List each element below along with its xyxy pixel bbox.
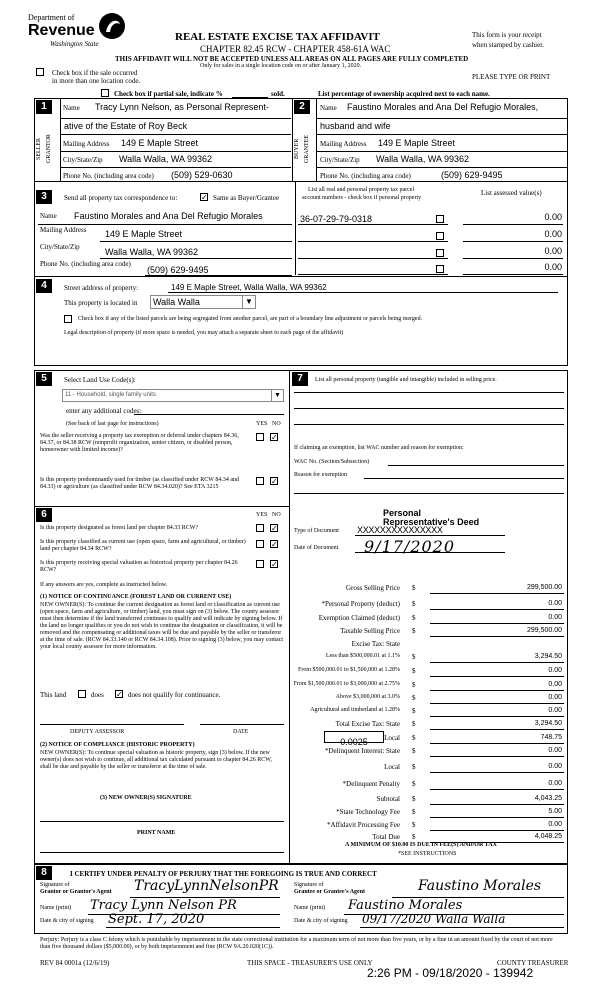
dollar-sign: $ bbox=[412, 653, 416, 661]
tax-row-underline bbox=[430, 756, 564, 757]
tax-row-underline bbox=[430, 676, 564, 677]
assessed-header: List assessed value(s) bbox=[481, 189, 542, 197]
tax-row-underline bbox=[430, 830, 564, 831]
s5-q2-no-checkbox[interactable]: ✓ bbox=[271, 477, 278, 486]
s6-question-2: Is this property classified as current use (open space, farm and agricultural, or timber) land per chapter 84.34 RCW? bbox=[40, 539, 246, 552]
segregated-label: Check box if any of the listed parcels are being segregated from another parcel, are part of a boundary line adjustment or parcels being merged. bbox=[78, 316, 423, 322]
s6-q1-no-checkbox[interactable]: ✓ bbox=[271, 524, 278, 533]
buyer-name-1[interactable]: Faustino Morales and Ana Del Refugio Morales, bbox=[347, 102, 539, 112]
this-land-label: This land bbox=[40, 691, 67, 699]
grantor-name-label: Name (print) bbox=[40, 905, 72, 911]
tax-row-value[interactable]: 0.00 bbox=[548, 821, 562, 828]
send-label: Send all property tax correspondence to: bbox=[64, 194, 178, 202]
tax-row-value[interactable]: 3,294.50 bbox=[534, 720, 562, 727]
see-back-note: (See back of last page for instructions) bbox=[66, 421, 159, 427]
tax-row-value[interactable]: 748.75 bbox=[540, 734, 562, 741]
section-2-number: 2 bbox=[294, 100, 310, 114]
s6-question-3: Is this property receiving special valuation as historical property per chapter 84.26 RCW? bbox=[40, 560, 238, 573]
doc-type-struck: XXXXXXXXXXXXXXX bbox=[357, 525, 443, 535]
assessed-value-1[interactable]: 0.00 bbox=[544, 212, 562, 222]
tax-row-underline bbox=[430, 609, 564, 610]
personal-property-checkbox-1[interactable] bbox=[436, 215, 444, 223]
dollar-sign: $ bbox=[412, 780, 416, 788]
seller-name-1[interactable]: Tracy Lynn Nelson, as Personal Represent- bbox=[95, 102, 269, 112]
tax-row-label: Total Due bbox=[372, 833, 400, 841]
buyer-city[interactable]: Walla Walla, WA 99362 bbox=[376, 154, 470, 164]
seller-label: SELLER bbox=[36, 138, 42, 160]
dollar-sign: $ bbox=[412, 821, 416, 829]
tax-row-label: Exemption Claimed (deduct) bbox=[318, 614, 400, 622]
grantor-label: GRANTOR bbox=[46, 134, 52, 164]
tax-row-value[interactable]: 299,500.00 bbox=[526, 627, 562, 634]
please-type: PLEASE TYPE OR PRINT bbox=[472, 73, 551, 81]
grantee-signature[interactable]: Faustino Morales bbox=[418, 878, 542, 894]
receipt-note-2: when stamped by cashier. bbox=[472, 41, 544, 49]
multi-location-checkbox[interactable] bbox=[36, 68, 44, 76]
dollar-sign: $ bbox=[412, 707, 416, 715]
does-checkbox[interactable] bbox=[78, 690, 86, 698]
grantor-signature[interactable]: TracyLynnNelsonPR bbox=[134, 878, 279, 894]
doc-type-label: Type of Document bbox=[294, 528, 339, 534]
dept-state: Washington State bbox=[50, 40, 99, 48]
tax-row-label: *Delinquent Interest: State bbox=[324, 747, 400, 755]
doc-type-line-1: Personal bbox=[383, 508, 422, 518]
location-select[interactable] bbox=[150, 295, 256, 309]
buyer-city-label: City/State/Zip bbox=[320, 156, 360, 164]
seller-name-label: Name bbox=[63, 104, 80, 112]
grantee-printed-name[interactable]: Faustino Morales bbox=[348, 898, 463, 913]
land-use-select[interactable] bbox=[62, 389, 284, 402]
same-as-buyer-label: Same as Buyer/Grantee bbox=[213, 194, 280, 202]
personal-property-checkbox-4[interactable] bbox=[436, 265, 444, 273]
section-5-number: 5 bbox=[36, 372, 52, 386]
dollar-sign: $ bbox=[412, 681, 416, 689]
same-as-buyer-checkbox[interactable]: ✓ bbox=[201, 193, 208, 202]
dollar-sign: $ bbox=[412, 795, 416, 803]
s6-q3-no-checkbox[interactable]: ✓ bbox=[271, 560, 278, 569]
tax-row-label: Total Excise Tax: State bbox=[335, 720, 400, 728]
tax-city-label: City/State/Zip bbox=[40, 243, 80, 251]
dollar-sign: $ bbox=[412, 763, 416, 771]
tax-row-underline bbox=[430, 729, 564, 730]
s6-question-1: Is this property designated as forest land per chapter 84.33 RCW? bbox=[40, 525, 199, 531]
tax-row-value[interactable]: 0.00 bbox=[548, 747, 562, 754]
local-rate: 0.0025 bbox=[340, 737, 368, 747]
buyer-name-label: Name bbox=[320, 104, 337, 112]
tax-row-label: Less than $500,000.01 at 1.1% bbox=[325, 653, 400, 659]
tax-row-label: Local bbox=[384, 734, 400, 742]
tax-row-underline bbox=[430, 690, 564, 691]
multi-location-label-1: Check box if the sale occurred bbox=[52, 69, 138, 77]
partial-sold-label: sold. bbox=[271, 90, 285, 98]
doc-date-label: Date of Document bbox=[294, 545, 339, 551]
dollar-sign: $ bbox=[412, 734, 416, 742]
seller-phone-label: Phone No. (including area code) bbox=[63, 172, 154, 180]
additional-codes-label: enter any additional codes: bbox=[66, 407, 142, 415]
new-owner-signature-label: (3) NEW OWNER(S) SIGNATURE bbox=[100, 795, 192, 801]
receipt-note-1: This form is your receipt bbox=[472, 31, 542, 39]
tax-row-value[interactable]: 3,294.50 bbox=[534, 653, 562, 660]
does-label: does bbox=[91, 691, 104, 699]
does-not-checkbox[interactable]: ✓ bbox=[116, 690, 123, 699]
dollar-sign: $ bbox=[412, 747, 416, 755]
assessed-value-4[interactable]: 0.00 bbox=[544, 262, 562, 272]
location-select-value: Walla Walla bbox=[153, 297, 200, 307]
treasurer-use-label: THIS SPACE - TREASURER'S USE ONLY bbox=[247, 959, 373, 967]
s6-q1-yes-checkbox[interactable] bbox=[256, 524, 264, 532]
tax-row-value[interactable]: 5.00 bbox=[548, 808, 562, 815]
notice-2-body: NEW OWNER(S): To continue special valuation as historic property, sign (3) below. If the new owner(s) does not wish to continue, all additional tax calculated pursuant to chapter 84.26 RCW, shall be due and payable by the seller or transferor at the time of sale. bbox=[40, 750, 272, 770]
grantor-sig-label-2: Grantor or Grantor's Agent bbox=[40, 889, 112, 895]
tax-row-value[interactable]: 0.00 bbox=[548, 614, 562, 621]
notice-1-body: NEW OWNER(S): To continue the current designation as forest land or classification as current use (open space, farm and agriculture, or timber) land, you must sign on (3) below. The county assessor must then determine if the land transferred continues to qualify and will indicate by signing below. If the land no longer qualifies or you do not wish to continue the designation or classification, it will be removed and the compensating or additional taxes will be due and payable by the seller or transferor at the time of sale. (RCW 84.33.140 or RCW 84.34.108). Prior to signing (3) below, you may contact your local county assessor for more information. bbox=[40, 602, 284, 650]
tax-row-underline bbox=[430, 716, 564, 717]
seller-phone[interactable]: (509) 529-0630 bbox=[171, 170, 233, 180]
tax-row-label: Subtotal bbox=[376, 795, 400, 803]
s5-q1-no-checkbox[interactable]: ✓ bbox=[271, 433, 278, 442]
grantee-sig-label-2: Grantee or Grantee's Agent bbox=[294, 889, 366, 895]
segregated-checkbox[interactable] bbox=[64, 315, 72, 323]
tax-name[interactable]: Faustino Morales and Ana Del Refugio Morales bbox=[74, 211, 263, 221]
personal-property-label: List all personal property (tangible and intangible) included in selling price. bbox=[315, 377, 497, 383]
s5-q1-yes-checkbox[interactable] bbox=[256, 433, 264, 441]
parcel-header-2: account numbers - check box if personal property bbox=[302, 195, 422, 201]
dor-logo-icon bbox=[98, 12, 126, 40]
tax-row-label: *Delinquent Penalty bbox=[342, 780, 400, 788]
s5-yes-header: YES bbox=[256, 421, 268, 427]
s6-yes-header: YES bbox=[256, 512, 268, 518]
if-yes-note: If any answers are yes, complete as instructed below. bbox=[40, 582, 168, 588]
ownership-note: List percentage of ownership acquired next to each name. bbox=[318, 90, 490, 98]
s6-no-header: NO bbox=[272, 512, 281, 518]
dollar-sign: $ bbox=[412, 614, 416, 622]
s6-q2-yes-checkbox[interactable] bbox=[256, 540, 264, 548]
tax-phone[interactable]: (509) 629-9495 bbox=[147, 265, 209, 275]
located-label: This property is located in bbox=[64, 299, 138, 307]
tax-mail-label: Mailing Address bbox=[40, 226, 87, 234]
section-7-number: 7 bbox=[292, 372, 308, 386]
tax-city[interactable]: Walla Walla, WA 99362 bbox=[105, 247, 199, 257]
tax-row-label: *Personal Property (deduct) bbox=[321, 600, 400, 608]
assessed-value-3[interactable]: 0.00 bbox=[544, 246, 562, 256]
grantor-date[interactable]: Sept. 17, 2020 bbox=[108, 912, 205, 927]
tax-row-label: From $500,000.01 to $1,500,000 at 1.28% bbox=[298, 667, 400, 673]
receipt-stamp: 2:26 PM - 09/18/2020 - 139942 bbox=[367, 966, 534, 980]
tax-row-underline bbox=[430, 623, 564, 624]
grantor-date-label: Date & city of signing bbox=[40, 918, 94, 924]
tax-row-underline bbox=[430, 743, 564, 744]
land-use-label: Select Land Use Code(s): bbox=[64, 376, 136, 384]
tax-row-underline bbox=[430, 662, 564, 663]
partial-sale-label: Check box if partial sale, indicate % bbox=[114, 90, 223, 98]
s6-q2-no-checkbox[interactable]: ✓ bbox=[271, 540, 278, 549]
print-name-label: PRINT NAME bbox=[137, 830, 176, 836]
section-8-number: 8 bbox=[36, 866, 52, 880]
does-not-label: does not qualify for continuance. bbox=[128, 691, 221, 699]
s6-q3-yes-checkbox[interactable] bbox=[256, 560, 264, 568]
tax-row-value[interactable]: 299,500.00 bbox=[526, 584, 562, 591]
tax-row-underline bbox=[430, 593, 564, 594]
grantee-name-label: Name (print) bbox=[294, 905, 326, 911]
section-3-number: 3 bbox=[36, 190, 52, 204]
form-warning: THIS AFFIDAVIT WILL NOT BE ACCEPTED UNLESS ALL AREAS ON ALL PAGES ARE FULLY COMPLETED bbox=[115, 55, 469, 63]
dollar-sign: $ bbox=[412, 720, 416, 728]
chevron-down-icon[interactable]: ▼ bbox=[242, 296, 255, 308]
buyer-mail-label: Mailing Address bbox=[320, 140, 367, 148]
grantor-sig-label-1: Signature of bbox=[40, 882, 70, 888]
seller-city[interactable]: Walla Walla, WA 99362 bbox=[119, 154, 213, 164]
s5-q2-yes-checkbox[interactable] bbox=[256, 477, 264, 485]
dollar-sign: $ bbox=[412, 808, 416, 816]
chevron-down-icon[interactable]: ▼ bbox=[271, 390, 283, 401]
tax-row-underline bbox=[430, 789, 564, 790]
grantee-sig-label-1: Signature of bbox=[294, 882, 324, 888]
partial-sale-checkbox[interactable] bbox=[101, 89, 109, 97]
tax-name-label: Name bbox=[40, 212, 57, 220]
form-title: REAL ESTATE EXCISE TAX AFFIDAVIT bbox=[175, 31, 380, 43]
s5-question-2: Is this property predominantly used for timber (as classified under RCW 84.34 and 84.33) or agriculture (as classified under RCW 84.34.020)? See ETA 3215 bbox=[40, 477, 240, 490]
tax-row-value[interactable]: 0.00 bbox=[548, 694, 562, 701]
tax-row-value[interactable]: 0.00 bbox=[548, 681, 562, 688]
county-treasurer-label: COUNTY TREASURER bbox=[497, 959, 569, 967]
s5-question-1: Was the seller receiving a property tax exemption or deferral under chapters 84.36, 84.37, or 84.38 RCW (nonprofit organization, senior citizen, or disabled person, homeowner with limited income)? bbox=[40, 433, 239, 453]
tax-row-label: Taxable Selling Price bbox=[340, 627, 400, 635]
seller-mail[interactable]: 149 E Maple Street bbox=[121, 138, 199, 148]
doc-date[interactable]: 9/17/2020 bbox=[364, 537, 456, 556]
tax-row-value[interactable]: 0.00 bbox=[548, 667, 562, 674]
local-rate-box[interactable] bbox=[324, 731, 384, 747]
property-street[interactable]: 149 E Maple Street, Walla Walla, WA 99362 bbox=[171, 283, 327, 292]
tax-row-value[interactable]: 0.00 bbox=[548, 707, 562, 714]
section-6-number: 6 bbox=[36, 508, 52, 522]
tax-row-label: *State Technology Fee bbox=[336, 808, 400, 816]
tax-phone-label: Phone No. (including area code) bbox=[40, 260, 131, 268]
doc-type-line-2: Representative's Deed bbox=[383, 517, 480, 527]
single-location-note: Only for sales in a single location code on or after January 1, 2020. bbox=[200, 63, 362, 69]
dollar-sign: $ bbox=[412, 584, 416, 592]
tax-row-value[interactable]: 0.00 bbox=[548, 600, 562, 607]
section-1-number: 1 bbox=[36, 100, 52, 114]
form-subtitle: CHAPTER 82.45 RCW - CHAPTER 458-61A WAC bbox=[200, 44, 391, 54]
deputy-assessor-label: DEPUTY ASSESSOR bbox=[70, 729, 125, 735]
tax-row-label: Agricultural and timberland at 1.28% bbox=[310, 707, 400, 713]
tax-row-underline bbox=[430, 772, 564, 773]
tax-row-label: *Affidavit Processing Fee bbox=[327, 821, 400, 829]
seller-city-label: City/State/Zip bbox=[63, 156, 103, 164]
buyer-mail[interactable]: 149 E Maple Street bbox=[378, 138, 456, 148]
tax-row-underline bbox=[430, 817, 564, 818]
tax-row-label: Gross Selling Price bbox=[345, 584, 400, 592]
dept-label: Department of bbox=[28, 13, 75, 22]
buyer-phone-label: Phone No. (including area code) bbox=[320, 172, 411, 180]
grantee-date-label: Date & city of signing bbox=[294, 918, 348, 924]
deputy-date-label: DATE bbox=[233, 729, 249, 735]
personal-property-checkbox-2[interactable] bbox=[436, 232, 444, 240]
tax-row-underline bbox=[430, 703, 564, 704]
multi-location-label-2: in more than one location code. bbox=[52, 77, 141, 85]
tax-row-value[interactable]: 4,043.25 bbox=[534, 795, 562, 802]
tax-row-label: Above $3,000,000 at 3.0% bbox=[335, 694, 400, 700]
tax-row-value[interactable]: 0.00 bbox=[548, 780, 562, 787]
certify-statement: I CERTIFY UNDER PENALTY OF PERJURY THAT THE FOREGOING IS TRUE AND CORRECT bbox=[70, 870, 377, 878]
wac-label: WAC No. (Section/Subsection) bbox=[294, 459, 370, 465]
tax-row-label: Excise Tax: State bbox=[351, 640, 400, 648]
dollar-sign: $ bbox=[412, 694, 416, 702]
exemption-label: If claiming an exemption, list WAC number and reason for exemption: bbox=[294, 445, 464, 451]
buyer-label: BUYER bbox=[294, 138, 300, 160]
notice-2-title: (2) NOTICE OF COMPLIANCE (HISTORIC PROPERTY) bbox=[40, 742, 195, 748]
s5-no-header: NO bbox=[272, 421, 281, 427]
dollar-sign: $ bbox=[412, 667, 416, 675]
street-label: Street address of property: bbox=[64, 284, 139, 292]
assessed-value-2[interactable]: 0.00 bbox=[544, 229, 562, 239]
notice-1-title: (1) NOTICE OF CONTINUANCE (FOREST LAND OR CURRENT USE) bbox=[40, 594, 232, 600]
tax-row-underline bbox=[430, 636, 564, 637]
tax-row-value[interactable]: 4,048.25 bbox=[534, 833, 562, 840]
minimum-note: A MINIMUM OF $10.00 IS DUE IN FEE(S) AND/OR TAX bbox=[345, 842, 497, 848]
grantor-printed-name[interactable]: Tracy Lynn Nelson PR bbox=[90, 898, 237, 913]
dollar-sign: $ bbox=[412, 833, 416, 841]
parcel-header-1: List all real and personal property tax parcel bbox=[308, 187, 415, 193]
dept-name: Revenue bbox=[28, 22, 95, 39]
see-instructions-note: *SEE INSTRUCTIONS bbox=[398, 851, 457, 857]
tax-row-label: From $1,500,000.01 to $3,000,000 at 2.75% bbox=[293, 681, 400, 687]
dollar-sign: $ bbox=[412, 600, 416, 608]
land-use-value: 11 - Household, single family units bbox=[65, 392, 156, 398]
buyer-name-2[interactable]: husband and wife bbox=[320, 121, 391, 131]
grantee-date[interactable]: 09/17/2020 Walla Walla bbox=[362, 912, 506, 926]
dollar-sign: $ bbox=[412, 627, 416, 635]
tax-mail[interactable]: 149 E Maple Street bbox=[105, 229, 183, 239]
perjury-note: Perjury: Perjury is a class C felony which is punishable by imprisonment in the state correctional institution for a maximum term of not more than five years, or by a fine in an amount fixed by the court of not more than five thousand dollars ($5,000.00), or by both imprisonment and fine (RCW 9A.20.020(1C)). bbox=[40, 937, 553, 950]
personal-property-checkbox-3[interactable] bbox=[436, 249, 444, 257]
tax-row-underline bbox=[430, 804, 564, 805]
form-number: REV 84 0001a (12/6/19) bbox=[40, 959, 110, 967]
buyer-phone[interactable]: (509) 629-9495 bbox=[441, 170, 503, 180]
grantee-label: GRANTEE bbox=[304, 135, 310, 163]
seller-mail-label: Mailing Address bbox=[63, 140, 110, 148]
seller-name-2[interactable]: ative of the Estate of Roy Beck bbox=[64, 121, 188, 131]
tax-row-label: Local bbox=[384, 763, 400, 771]
section-4-number: 4 bbox=[36, 279, 52, 293]
reason-label: Reason for exemption bbox=[294, 472, 347, 478]
legal-description-label: Legal description of property (if more space is needed, you may attach a separate sheet to each page of the affidavit) bbox=[64, 330, 344, 336]
tax-row-value[interactable]: 0.00 bbox=[548, 763, 562, 770]
parcel-1[interactable]: 36-07-29-79-0318 bbox=[300, 214, 373, 224]
